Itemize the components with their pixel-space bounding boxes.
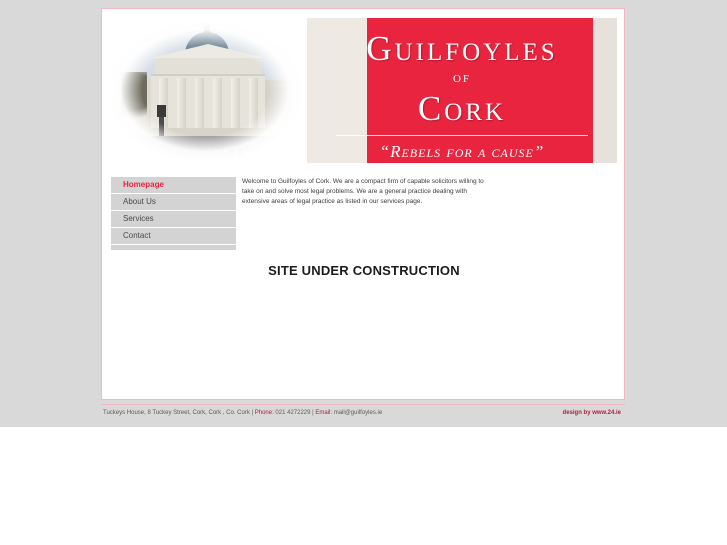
brand-line-2: of <box>452 70 472 86</box>
footer-contact-line <box>103 410 382 416</box>
nav-bottom-spacer <box>111 245 236 250</box>
nav-item-services[interactable]: Services <box>111 211 236 228</box>
footer-email-address[interactable]: mail@guilfoyles.ie <box>332 410 383 416</box>
footer-email-label: Email: <box>315 410 333 416</box>
photo-oval-vignette <box>111 18 307 163</box>
banner-red-panel <box>307 18 617 163</box>
nav-item-homepage[interactable]: Homepage <box>111 177 236 194</box>
page-background-lower <box>0 427 727 545</box>
brand-line-3: Cork <box>417 89 507 128</box>
footer-divider <box>101 404 625 405</box>
footer-separator-2: | <box>312 410 316 416</box>
intro-paragraph: Welcome to Guilfoyles of Cork. We are a compact firm of capable solicitors willing to take on and solve most legal problems. We are a general practice dealing with extensive areas of legal practice as listed in our services page. <box>242 178 484 205</box>
main-navigation[interactable] <box>111 177 236 250</box>
brand-line-1: Guilfoyles <box>366 29 558 68</box>
footer-separator-1: | <box>249 410 255 416</box>
brand-tagline: “Rebels for a cause” <box>379 142 545 161</box>
footer-phone-number: 021 4272229 <box>273 410 313 416</box>
brand-logo <box>307 18 617 163</box>
site-banner <box>111 18 617 163</box>
brand-divider <box>336 135 588 136</box>
footer-phone-label: Phone: <box>254 410 274 416</box>
nav-item-about-us[interactable]: About Us <box>111 194 236 211</box>
courthouse-photo <box>111 18 307 163</box>
page-title: SITE UNDER CONSTRUCTION <box>268 263 460 278</box>
site-container <box>101 8 625 400</box>
footer-design-credit[interactable]: design by www.24.ie <box>562 410 621 416</box>
nav-item-contact[interactable]: Contact <box>111 228 236 245</box>
site-footer <box>101 408 625 422</box>
footer-address: Tuckeys House, 8 Tuckey Street, Cork, Cork , Co. Cork <box>103 410 250 416</box>
